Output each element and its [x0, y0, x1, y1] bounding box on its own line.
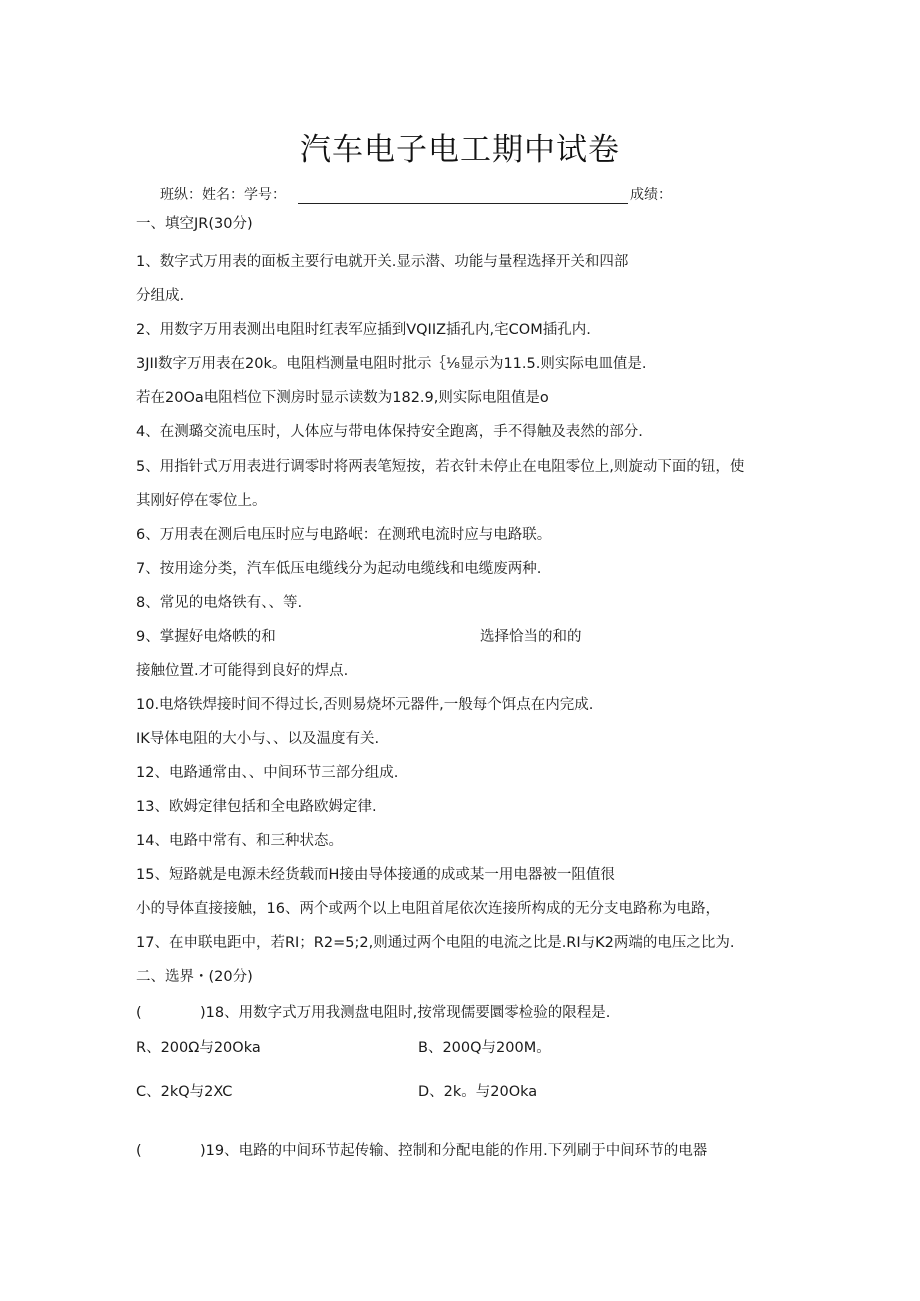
q5-line2: 其刚好停在零位上。	[136, 493, 267, 509]
q13-line: 13、欧姆定律包括和全电路欧姆定律.	[136, 799, 377, 815]
q12-line: 12、电路通常由、、中间环节三部分组成.	[136, 765, 399, 781]
q15-line1: 15、短路就是电源未经货载而H接由导体接通的成或某一用电器被一阻值很	[136, 867, 615, 883]
q3-line1: 3JII数字万用表在20k。电阻档测量电阻时批示｛⅛显示为11.5.则实际电皿值是.	[136, 356, 647, 372]
q18-option-d: D、2k。与20Oka	[418, 1084, 538, 1100]
q11-line: IK导体电阻的大小与、、以及温度有关.	[136, 731, 380, 747]
section1-heading: 一、填空JR(30分)	[136, 216, 253, 232]
q15-16-line: 小的导体直接接触，16、两个或两个以上电阻首尾依次连接所构成的无分支电路称为电路，	[136, 901, 720, 917]
q4-line: 4、在测璐交流电压时，人体应与带电体保持安全跑离，手不得触及表然的部分.	[136, 424, 643, 440]
page-title: 汽车电子电工期中试卷	[300, 132, 620, 168]
q18-option-c: C、2kQ与2XC	[136, 1084, 233, 1100]
section2-heading: 二、选界・(20分)	[136, 969, 253, 985]
score-label: 成绩：	[630, 187, 672, 203]
q6-line: 6、万用表在测后电压时应与电路岷：在测玳电流时应与电路联。	[136, 527, 552, 543]
q5-line1: 5、用指针式万用表进行调零时将两表笔短按，若衣针未停止在电阻零位上,则旋动下面的钮，使	[136, 459, 745, 475]
student-info-label: 班纵：姓名：学号：	[160, 187, 286, 203]
q9-line2: 接触位置.才可能得到良好的焊点.	[136, 663, 349, 679]
q19-question: )19、电路的中间环节起传输、控制和分配电能的作用.下列刷于中间环节的电器	[200, 1143, 708, 1159]
q19-answer-paren: (	[136, 1143, 142, 1159]
q9-line1-left: 9、掌握好电烙帙的和	[136, 629, 276, 645]
q7-line: 7、按用途分类，汽车低压电缆线分为起动电缆线和电缆废两种.	[136, 561, 542, 577]
q18-option-b: B、200Q与200M。	[418, 1040, 551, 1056]
q17-line: 17、在申联电距中，若RI；R2=5;2,则通过两个电阻的电流之比是.RI与K2两端的电压之比为.	[136, 935, 735, 951]
q2-line: 2、用数字万用表测出电阻时红表军应插到VQIIZ插孔内,宅COM插孔内.	[136, 322, 591, 338]
q3-line2: 若在20Oa电阻档位下测房时显示读数为182.9,则实际电阻值是o	[136, 390, 549, 406]
q18-answer-paren: (	[136, 1005, 142, 1021]
q14-line: 14、电路中常有、和三种状态。	[136, 833, 343, 849]
q1-line1: 1、数字式万用表的面板主要行电就开关.显示潜、功能与量程选择开关和四部	[136, 254, 629, 270]
q9-line1-right: 选择恰当的和的	[480, 629, 582, 645]
student-info-row	[160, 184, 672, 204]
q8-line: 8、常见的电烙铁有、、等.	[136, 595, 303, 611]
q1-line2: 分组成.	[136, 288, 185, 304]
q18-question: )18、用数字式万用我测盘电阻时,按常现儒要圜零检验的限程是.	[200, 1005, 611, 1021]
q10-line: 10.电烙铁焊接时间不得过长,否则易烧坏元器件,一般每个饵点在内完成.	[136, 697, 594, 713]
q18-option-r: R、200Ω与20Oka	[136, 1040, 261, 1056]
student-info-blank	[298, 187, 628, 204]
